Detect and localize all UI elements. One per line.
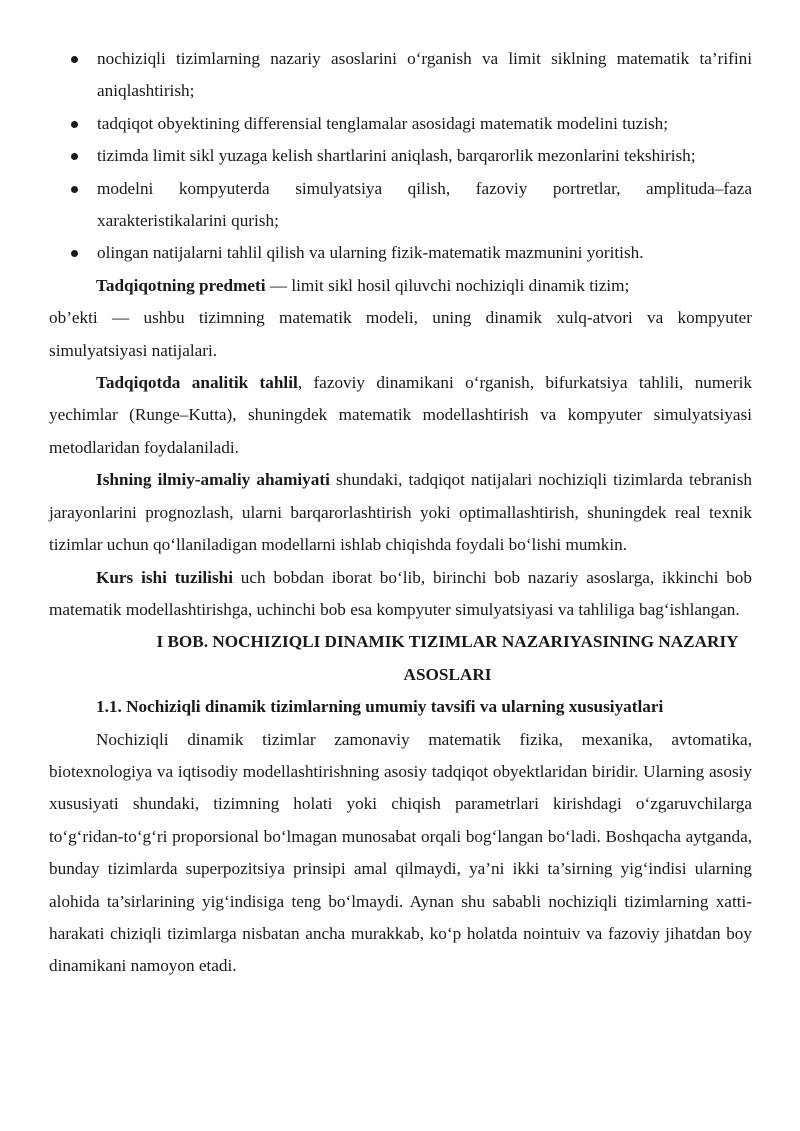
list-item-text: tadqiqot obyektining differensial tenglamalar asosidagi matematik modelini tuzish; <box>97 113 669 133</box>
significance-label: Ishning ilmiy-amaliy ahamiyati <box>96 470 330 490</box>
bullet-icon <box>71 153 78 160</box>
list-item-text: nochiziqli tizimlarning nazariy asoslarini o‘rganish va limit siklning matematik ta’rifini aniqlashtirish; <box>97 49 752 101</box>
significance-paragraph <box>49 464 752 561</box>
subject-text: — limit sikl hosil qiluvchi nochiziqli dinamik tizim; <box>265 275 630 295</box>
list-item-text: olingan natijalarni tahlil qilish va ularning fizik-matematik mazmunini yoritish. <box>97 243 644 263</box>
methods-text: , fazoviy dinamikani o‘rganish, bifurkatsiya tahlili, numerik yechimlar (Runge–Kutta), shuningdek matematik modellashtirish va kompyuter simulyatsiyasi metodlaridan foydalaniladi. <box>49 373 752 457</box>
methods-paragraph <box>49 367 752 464</box>
bullet-icon <box>71 56 78 63</box>
list-item <box>49 173 752 238</box>
bullet-icon <box>71 186 78 193</box>
object-paragraph: ob’ekti — ushbu tizimning matematik modeli, uning dinamik xulq-atvori va kompyuter simulyatsiyasi natijalari. <box>49 308 752 360</box>
list-item <box>49 108 752 140</box>
methods-label: Tadqiqotda analitik tahlil <box>96 373 298 393</box>
list-item <box>49 237 752 269</box>
list-item <box>49 43 752 108</box>
section-title: 1.1. Nochiziqli dinamik tizimlarning umumiy tavsifi va ularning xususiyatlari <box>96 697 664 717</box>
list-item-text: tizimda limit sikl yuzaga kelish shartlarini aniqlash, barqarorlik mezonlarini tekshirish; <box>97 146 696 166</box>
structure-label: Kurs ishi tuzilishi <box>96 567 233 587</box>
subject-label: Tadqiqotning predmeti <box>96 275 266 295</box>
significance-text: shundaki, tadqiqot natijalari nochiziqli tizimlarda tebranish jarayonlarini prognozlash, ularni barqarorlashtirish yoki optimallashtirish, shuningdek real texnik tizimlar uchun qo‘llaniladigan modellarni ishlab chiqishda foydali bo‘lishi mumkin. <box>49 470 752 555</box>
structure-text: uch bobdan iborat bo‘lib, birinchi bob nazariy asoslarga, ikkinchi bob matematik modellashtirishga, uchinchi bob esa kompyuter simulyatsiyasi va tahliliga bag‘ishlangan. <box>49 567 752 619</box>
structure-paragraph <box>49 562 752 627</box>
document-page <box>49 43 752 983</box>
bullet-icon <box>71 121 78 128</box>
chapter-title: I BOB. NOCHIZIQLI DINAMIK TIZIMLAR NAZARIYASINING NAZARIY ASOSLARI <box>156 632 739 684</box>
subject-paragraph <box>49 270 752 302</box>
objectives-list <box>49 43 752 270</box>
section-paragraph: Nochiziqli dinamik tizimlar zamonaviy matematik fizika, mexanika, avtomatika, biotexnologiya va iqtisodiy modellashtirishning asosiy tadqiqot obyektlaridan biridir. Ularning asosiy xususiyati shundaki, tizimning holati yoki chiqish parametrlari kirishdagi o‘zgaruvchilarga to‘g‘ridan-to‘g‘ri proporsional bo‘lmagan munosabat orqali bog‘langan bo‘ladi. Boshqacha aytganda, bunday tizimlarda superpozitsiya prinsipi amal qilmaydi, ya’ni ikki ta’sirning yig‘indisi ularning alohida ta’sirlarining yig‘indisiga teng bo‘lmaydi. Aynan shu sababli nochiziqli tizimlarning xatti-harakati chiziqli tizimlarga nisbatan ancha murakkab, ko‘p holatda nointuiv va fazoviy jihatdan boy dinamikani namoyon etadi. <box>49 729 752 976</box>
bullet-icon <box>71 250 78 257</box>
list-item-text: modelni kompyuterda simulyatsiya qilish, fazoviy portretlar, amplituda–faza xarakteristikalarini qurish; <box>97 178 752 231</box>
list-item <box>49 140 752 172</box>
